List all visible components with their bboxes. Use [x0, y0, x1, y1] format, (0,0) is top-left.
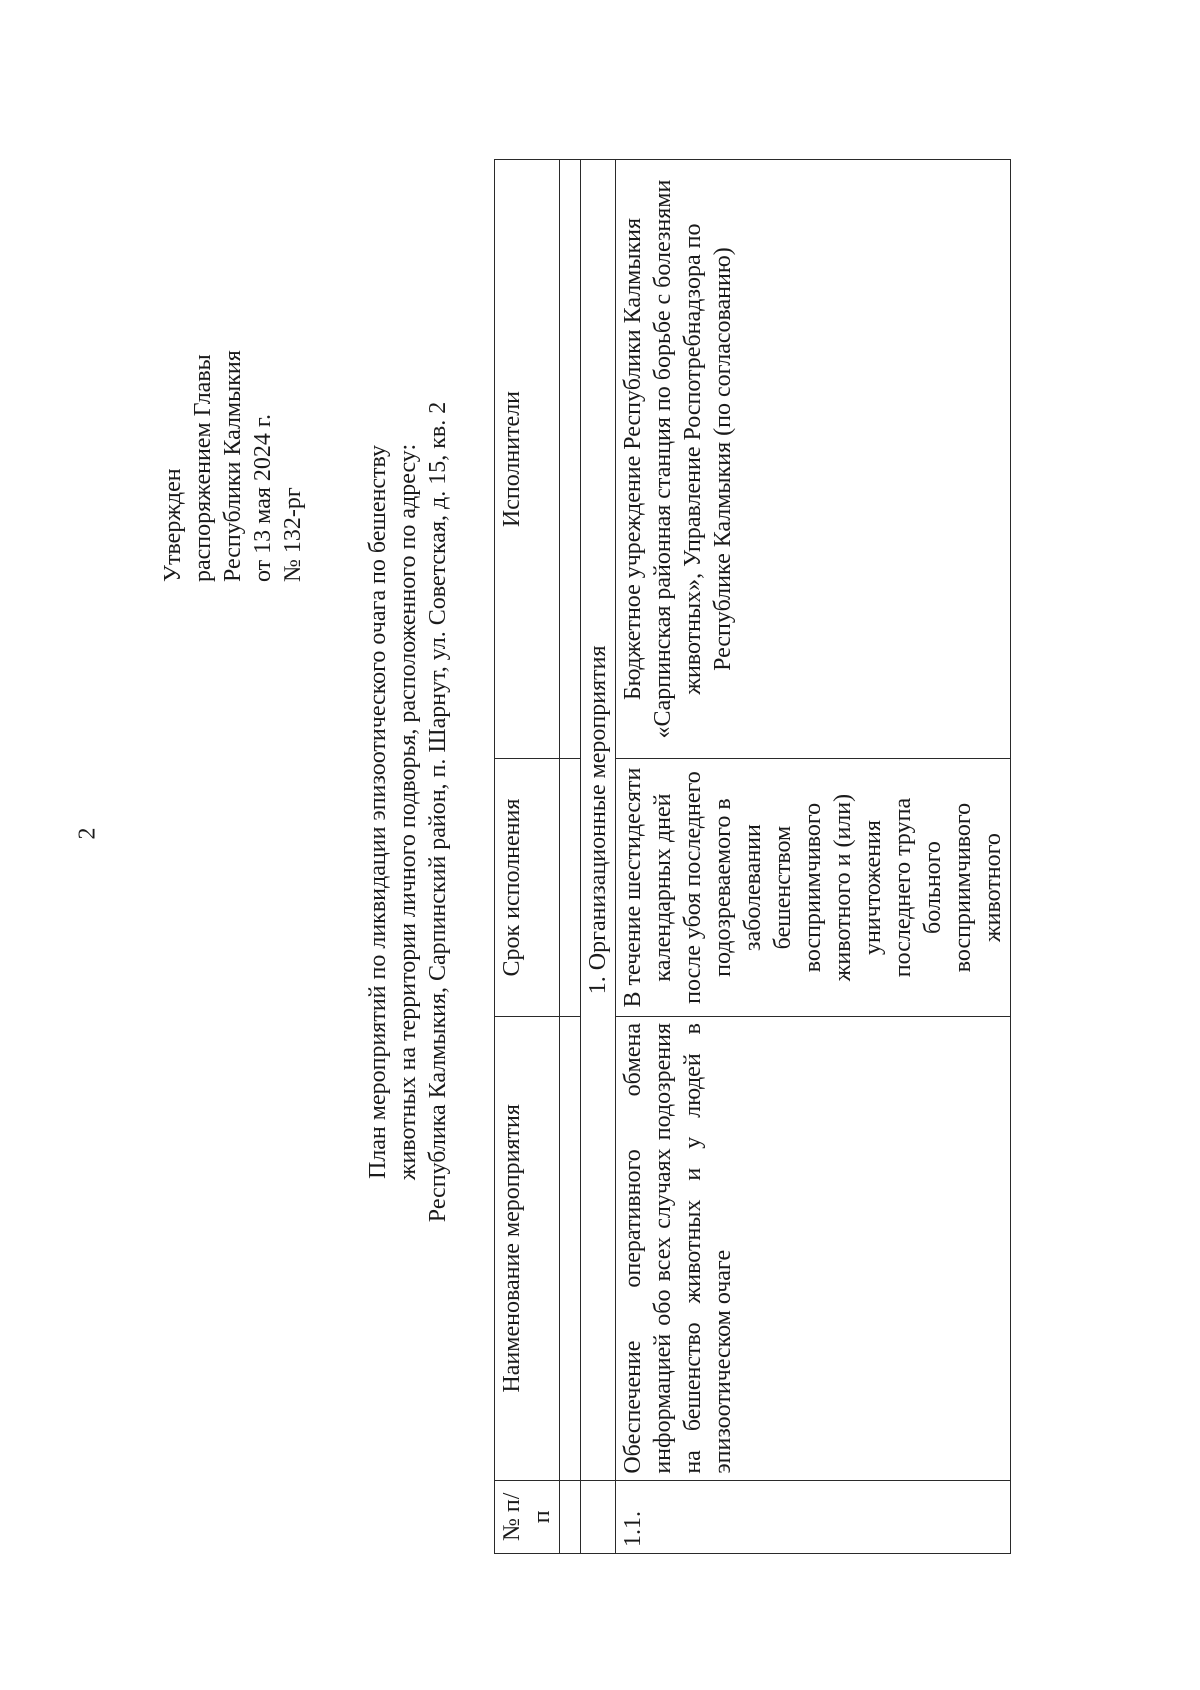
approval-line: распоряжением Главы	[190, 354, 216, 582]
spacer-cell	[560, 1480, 581, 1553]
plan-title	[363, 222, 453, 1402]
row-executors: Бюджетное учреждение Республики Калмыкия «Сарпинская районная станция по борьбе с болезнями животных», Управление Роспотребнадзора по Республике Калмыкия (по согласованию)	[616, 160, 1011, 759]
header-term: Срок исполнения	[495, 759, 560, 1017]
table-spacer-row	[560, 160, 581, 1554]
plan-title-line: План мероприятий по ликвидации эпизоотического очага по бешенству	[365, 444, 391, 1180]
approval-line: № 132-рг	[280, 487, 306, 582]
spacer-cell	[560, 160, 581, 759]
page-number: 2	[74, 827, 101, 840]
row-number: 1.1.	[616, 1480, 1011, 1553]
table-row	[616, 160, 1011, 1554]
plan-title-line: животных на территории личного подворья, расположенного по адресу:	[395, 443, 421, 1181]
header-number: № п/п	[495, 1480, 560, 1553]
header-executors: Исполнители	[495, 160, 560, 759]
approval-line: Утвержден	[160, 468, 186, 582]
page-content	[108, 102, 1148, 1582]
approval-stamp	[158, 162, 308, 582]
section-title: 1. Организационные мероприятия	[581, 160, 616, 1481]
spacer-cell	[560, 1017, 581, 1481]
approval-line: от 13 мая 2024 г.	[250, 413, 276, 582]
table-header-row	[495, 160, 560, 1554]
section-row	[581, 160, 616, 1554]
spacer-cell	[560, 759, 581, 1017]
section-number-cell	[581, 1480, 616, 1553]
plan-title-line: Республика Калмыкия, Сарпинский район, п. Шарнут, ул. Советская, д. 15, кв. 2	[425, 401, 451, 1223]
row-name: Обеспечение оперативного обмена информацией обо всех случаях подозрения на бешенство животных и у людей в эпизоотическом очаге	[616, 1017, 1011, 1481]
row-term: В течение шестидесяти календарных дней после убоя последнего подозреваемого в заболевании бешенством восприимчивого животного и (или) уничтожения последнего трупа больного восприимчивого животного	[616, 759, 1011, 1017]
header-name: Наименование мероприятия	[495, 1017, 560, 1481]
approval-line: Республики Калмыкия	[220, 350, 246, 582]
plan-table	[494, 159, 1011, 1554]
